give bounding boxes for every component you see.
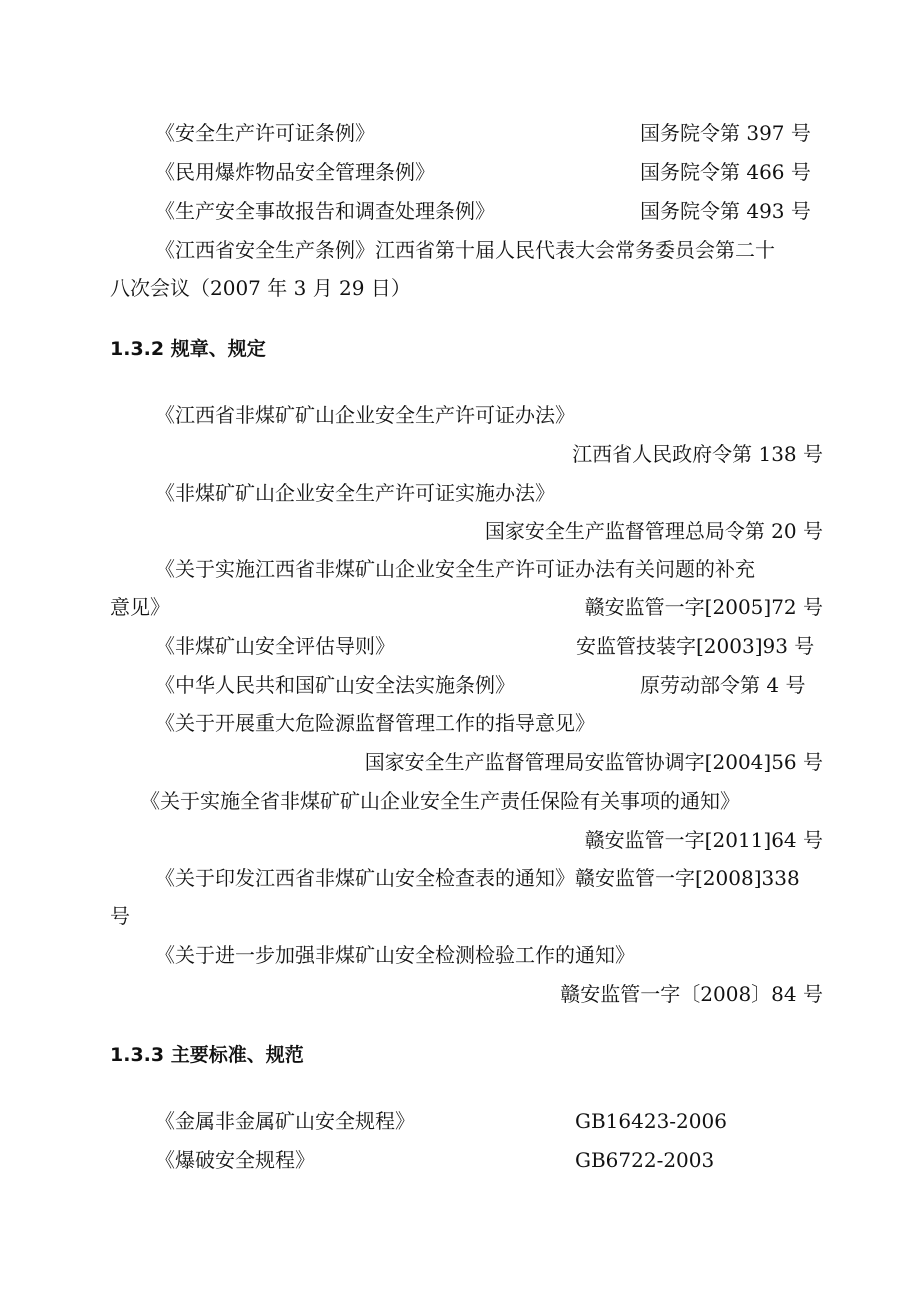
regulation-title: 《安全生产许可证条例》 xyxy=(155,121,375,145)
regulation-ref: 国务院令第 466 号 xyxy=(640,160,811,184)
rule-ref: 安监管技装字[2003]93 号 xyxy=(576,634,815,658)
rule-title: 《非煤矿山安全评估导则》 xyxy=(155,634,395,658)
standard-code: GB16423-2006 xyxy=(575,1109,727,1133)
section-heading: 1.3.2 规章、规定 xyxy=(110,338,266,360)
regulation-paragraph-line: 《江西省安全生产条例》江西省第十届人民代表大会常务委员会第二十 xyxy=(155,238,775,262)
rule-title-line: 《关于印发江西省非煤矿山安全检查表的通知》赣安监管一字[2008]338 xyxy=(155,866,800,890)
rule-title: 《关于实施全省非煤矿矿山企业安全生产责任保险有关事项的通知》 xyxy=(140,789,740,813)
rule-ref: 赣安监管一字[2005]72 号 xyxy=(584,595,823,619)
rule-ref: 国家安全生产监督管理总局令第 20 号 xyxy=(484,519,823,543)
standard-title: 《金属非金属矿山安全规程》 xyxy=(155,1109,415,1133)
rule-title-line: 《关于实施江西省非煤矿山企业安全生产许可证办法有关问题的补充 xyxy=(155,557,755,581)
rule-title: 《江西省非煤矿矿山企业安全生产许可证办法》 xyxy=(155,403,575,427)
regulation-ref: 国务院令第 397 号 xyxy=(640,121,811,145)
regulation-title: 《民用爆炸物品安全管理条例》 xyxy=(155,160,435,184)
rule-title: 《中华人民共和国矿山安全法实施条例》 xyxy=(155,673,515,697)
regulation-title: 《生产安全事故报告和调查处理条例》 xyxy=(155,199,495,223)
rule-ref: 赣安监管一字〔2008〕84 号 xyxy=(560,982,823,1006)
standard-code: GB6722-2003 xyxy=(575,1148,715,1172)
rule-ref: 江西省人民政府令第 138 号 xyxy=(572,442,823,466)
regulation-paragraph-line: 八次会议（2007 年 3 月 29 日） xyxy=(110,276,411,300)
rule-ref: 赣安监管一字[2011]64 号 xyxy=(584,828,823,852)
rule-title: 《关于开展重大危险源监督管理工作的指导意见》 xyxy=(155,711,595,735)
rule-ref: 原劳动部令第 4 号 xyxy=(640,673,806,697)
rule-ref: 国家安全生产监督管理局安监管协调字[2004]56 号 xyxy=(364,750,823,774)
rule-title: 《关于进一步加强非煤矿山安全检测检验工作的通知》 xyxy=(155,943,635,967)
rule-title: 《非煤矿矿山企业安全生产许可证实施办法》 xyxy=(155,481,555,505)
regulation-ref: 国务院令第 493 号 xyxy=(640,199,811,223)
rule-title-line: 意见》 xyxy=(110,595,170,619)
standard-title: 《爆破安全规程》 xyxy=(155,1148,315,1172)
section-heading: 1.3.3 主要标准、规范 xyxy=(110,1044,304,1066)
rule-title-line: 号 xyxy=(110,904,130,928)
